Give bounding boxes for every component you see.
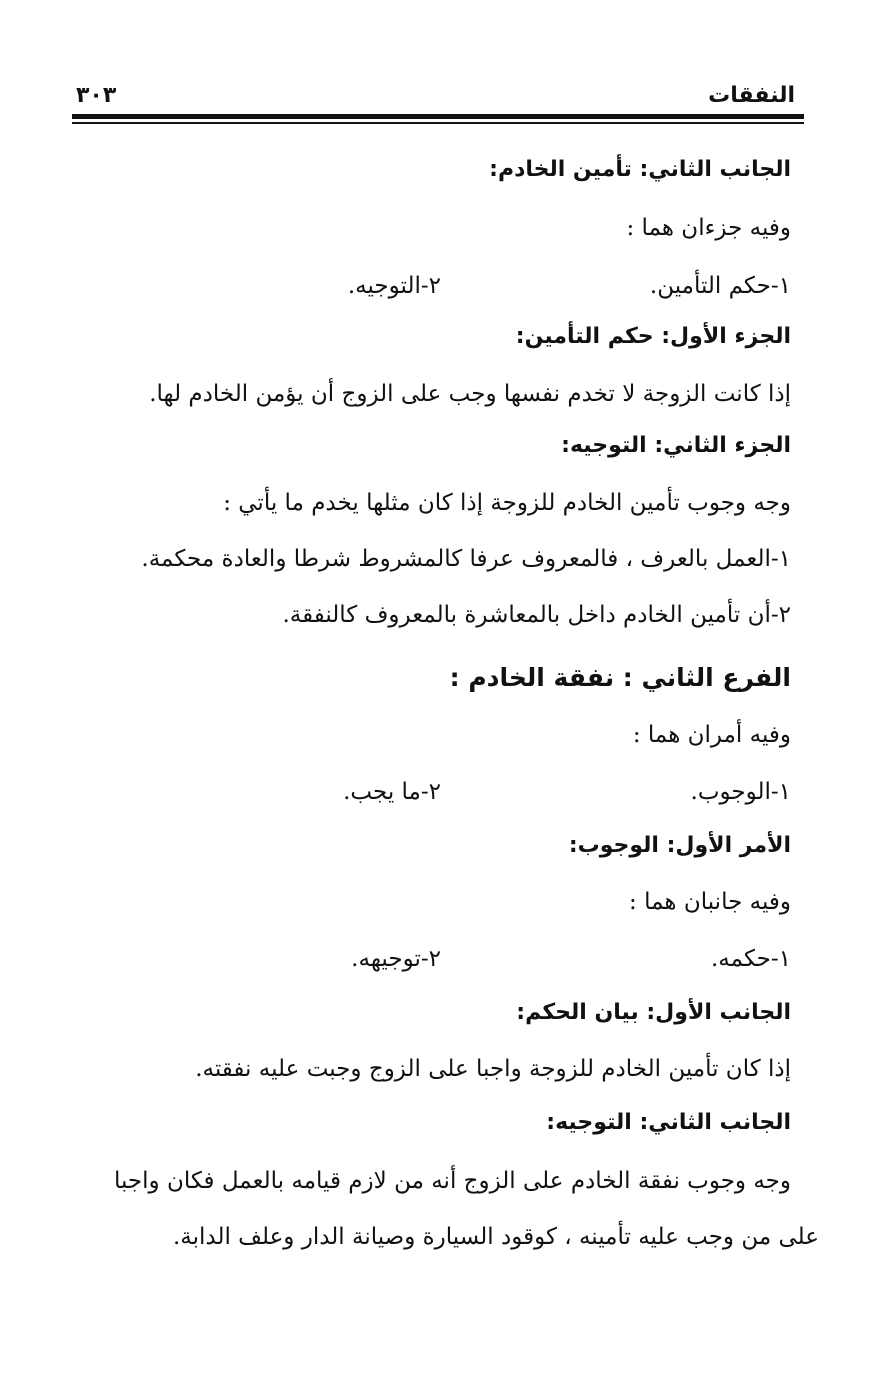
section-heading: الجانب الأول: بيان الحكم: [516,1000,791,1025]
list-item: ٢-ما يجب. [343,779,441,805]
list-item: ٢-توجيهه. [351,946,441,972]
paragraph: إذا كان تأمين الخادم للزوجة واجبا على الزوج وجبت عليه نفقته. [195,1056,791,1082]
list-item: ٢-أن تأمين الخادم داخل بالمعاشرة بالمعروف كالنفقة. [282,602,791,628]
section-heading: الفرع الثاني : نفقة الخادم : [449,663,791,692]
list-item: ١-حكم التأمين. [649,273,791,299]
paragraph-line: وجه وجوب نفقة الخادم على الزوج أنه من لازم قيامه بالعمل فكان واجبا [113,1168,791,1194]
section-heading: الجانب الثاني: التوجيه: [546,1110,791,1135]
section-heading: الجزء الثاني: التوجيه: [561,433,791,458]
paragraph: وفيه أمران هما : [632,722,791,748]
running-header-title: النفقات [708,83,795,108]
section-heading: الأمر الأول: الوجوب: [568,833,791,858]
header-rule-thick [72,114,804,119]
list-item: ١-العمل بالعرف ، فالمعروف عرفا كالمشروط شرطا والعادة محكمة. [141,546,791,572]
section-heading: الجانب الثاني: تأمين الخادم: [489,157,791,182]
section-heading: الجزء الأول: حكم التأمين: [515,324,791,349]
page-number: ٣٠٣ [76,83,117,108]
list-item: ٢-التوجيه. [347,273,441,299]
paragraph: إذا كانت الزوجة لا تخدم نفسها وجب على الزوج أن يؤمن الخادم لها. [149,381,791,407]
paragraph-line: على من وجب عليه تأمينه ، كوقود السيارة وصيانة الدار وعلف الدابة. [172,1224,819,1250]
paragraph: وفيه جزءان هما : [626,215,791,241]
list-item: ١-الوجوب. [690,779,791,805]
paragraph: وفيه جانبان هما : [629,889,791,915]
header-rule-thin [72,122,804,124]
paragraph: وجه وجوب تأمين الخادم للزوجة إذا كان مثلها يخدم ما يأتي : [223,490,791,516]
list-item: ١-حكمه. [711,946,791,972]
